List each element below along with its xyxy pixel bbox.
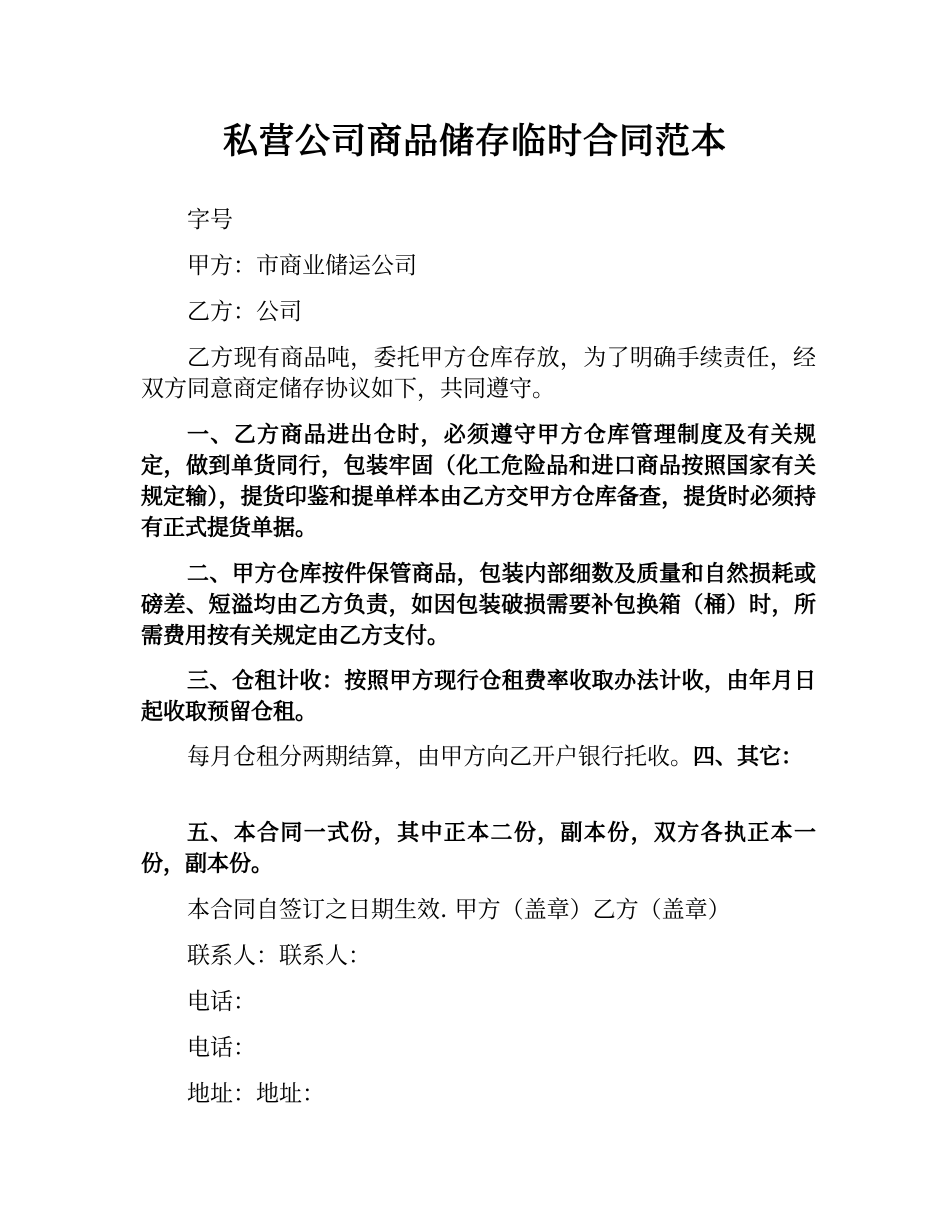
phone-line-2: 电话： (187, 1035, 256, 1061)
settlement-paragraph (141, 742, 816, 773)
line-zihao: 字号 (187, 207, 233, 233)
contact-line: 联系人：联系人： (187, 943, 371, 969)
clause-5: 五、本合同一式份，其中正本二份，副本份，双方各执正本一份，副本份。 (141, 821, 816, 877)
intro-paragraph: 乙方现有商品吨，委托甲方仓库存放，为了明确手续责任，经双方同意商定储存协议如下，共同遵守。 (141, 345, 816, 402)
clause-4: 四、其它： (693, 745, 804, 770)
phone-line-1: 电话： (187, 989, 256, 1015)
clause-3: 三、仓租计收：按照甲方现行仓租费率收取办法计收，由年月日起收取预留仓租。 (141, 669, 816, 725)
effective-line: 本合同自签订之日期生效. 甲方（盖章）乙方（盖章） (187, 897, 731, 923)
settlement-text: 每月仓租分两期结算，由甲方向乙开户银行托收。 (187, 744, 693, 770)
party-a-line: 甲方：市商业储运公司 (187, 253, 417, 279)
document-title: 私营公司商品储存临时合同范本 (222, 122, 727, 162)
party-b-line: 乙方：公司 (187, 299, 302, 325)
address-line: 地址：地址： (187, 1081, 325, 1107)
clause-2: 二、甲方仓库按件保管商品，包装内部细数及质量和自然损耗或磅差、短溢均由乙方负责，如因包装破损需要补包换箱（桶）时，所需费用按有关规定由乙方支付。 (141, 562, 816, 649)
clause-1: 一、乙方商品进出仓时，必须遵守甲方仓库管理制度及有关规定，做到单货同行，包装牢固（化工危险品和进口商品按照国家有关规定输），提货印鉴和提单样本由乙方交甲方仓库备查，提货时必须持有正式提货单据。 (141, 423, 816, 541)
